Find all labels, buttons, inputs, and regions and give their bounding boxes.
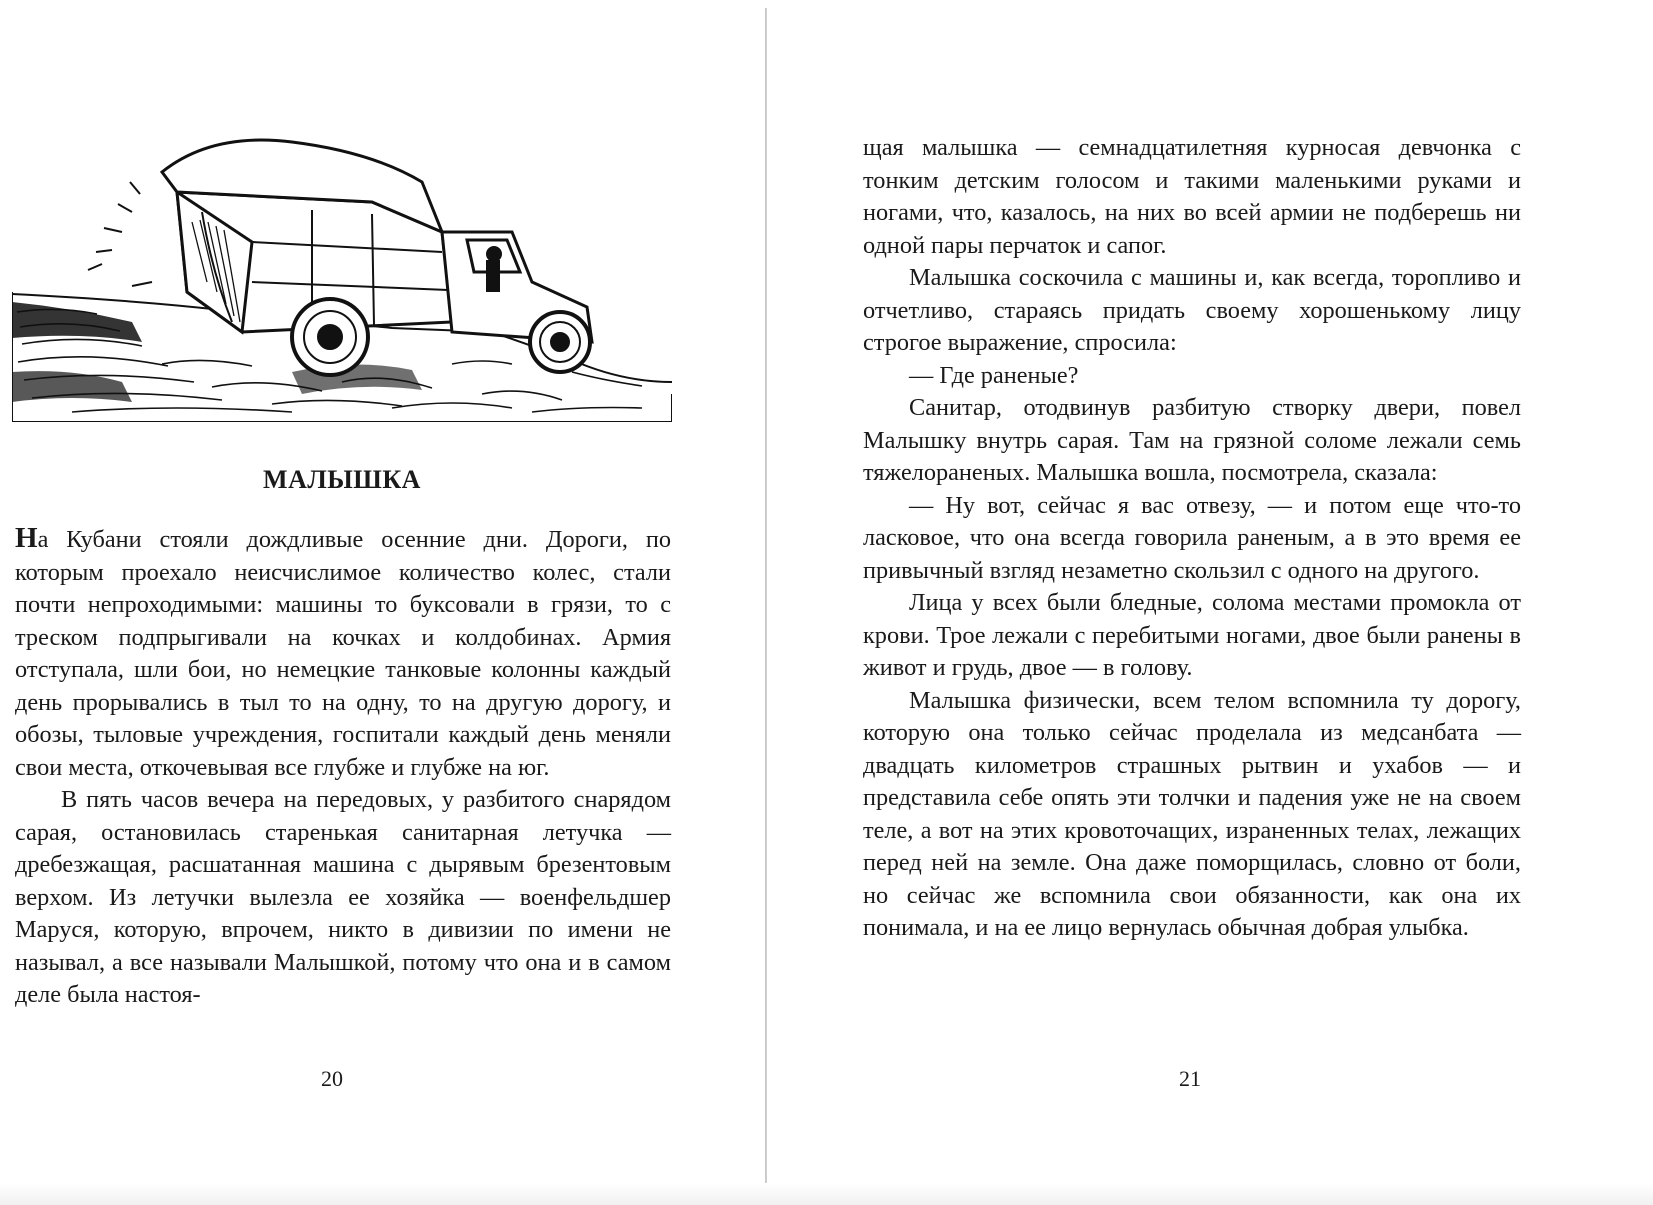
paragraph: [15, 522, 671, 784]
chapter-title: МАЛЫШКА: [263, 465, 421, 494]
page-number-right: 21: [1179, 1066, 1201, 1091]
paragraph-text: а Кубани стояли дождливые осенние дни. Дороги, по которым проехало неисчислимое количество колес, стали почти непроходимыми: машины то буксовали в грязи, то с треском подпрыгивали на кочках и колдобинах. Армия отступала, шли бои, но немецкие танковые колонны каждый день прорывались в тыл то на одну, то на другую дорогу, и обозы, тыловые учреждения, госпитали каждый день меняли свои места, откочевывая все глубже и глубже на юг.: [15, 526, 671, 781]
right-page-text: [863, 132, 1521, 945]
left-page: [0, 0, 765, 1205]
paragraph: В пять часов вечера на передовых, у разбитого снарядом сарая, остановилась старенькая санитарная летучка — дребезжащая, расшатанная машина с дырявым брезентовым верхом. Из летучки вылезла ее хозяйка — военфельдшер Маруся, которую, впрочем, никто в дивизии по имени не называл, а все называли Малышкой, потому что она и в самом деле была настоя-: [15, 786, 671, 1008]
paragraph: Малышка соскочила с машины и, как всегда, торопливо и отчетливо, стараясь придать своему хорошенькому лицу строгое выражение, спросила:: [863, 264, 1521, 356]
drop-cap: Н: [15, 522, 38, 554]
paragraph: — Где раненые?: [909, 361, 1079, 389]
left-page-text: [15, 522, 671, 1012]
paragraph-continuation: щая малышка — семнадцатилетняя курносая девчонка с тонким детским голосом и такими маленькими руками и ногами, что, казалось, на них во всей армии не подберешь ни одной пары перчаток и сапог.: [863, 134, 1521, 259]
paragraph: Малышка физически, всем телом вспомнила ту дорогу, которую она только сейчас проделала из медсанбата — двадцать километров страшных рытвин и ухабов — и представила себе опять эти толчки и падения уже не на своем теле, а вот на этих кровоточащих, израненных телах, лежащих перед ней на земле. Она даже поморщилась, словно от боли, но сейчас же вспомнила свои обязанности, как она их понимала, и на ее лицо вернулась обычная добрая улыбка.: [863, 686, 1521, 941]
paragraph: — Ну вот, сейчас я вас отвезу, — и потом еще что-то ласковое, что она всегда говорила раненым, а в это время ее привычный взгляд незаметно скользил с одного на другого.: [863, 491, 1521, 584]
page-number-left: 20: [321, 1066, 343, 1091]
paragraph: Санитар, отодвинув разбитую створку двери, повел Малышку внутрь сарая. Там на грязной соломе лежали семь тяжелораненых. Малышка вошла, посмотрела, сказала:: [863, 394, 1521, 486]
page-edge-shadow: [0, 1183, 1653, 1205]
paragraph: Лица у всех были бледные, солома местами промокла от крови. Трое лежали с перебитыми ногами, двое были ранены в живот и грудь, двое — в голову.: [863, 589, 1521, 681]
truck-illustration-icon: [12, 132, 672, 422]
